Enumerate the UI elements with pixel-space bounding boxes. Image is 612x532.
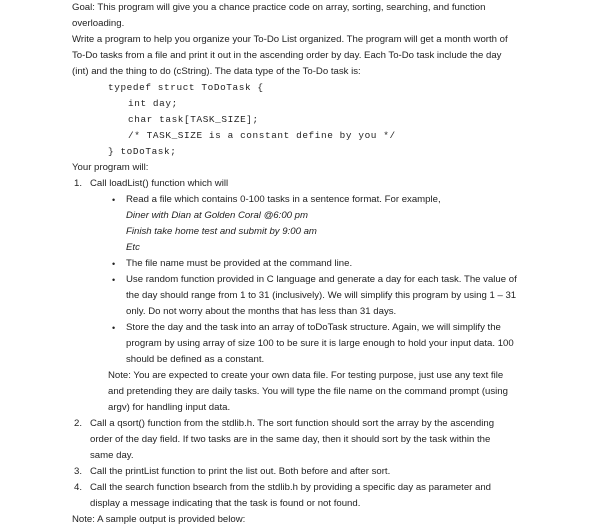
note-1-line-2: and pretending they are daily tasks. You will type the file name on the command prompt (using	[108, 386, 508, 397]
note-1-line-1: Note: You are expected to create your own data file. For testing purpose, just use any text file	[108, 370, 504, 381]
bullet-2-line-1: The file name must be provided at the command line.	[126, 258, 353, 269]
example-2: Finish take home test and submit by 9:00 am	[126, 226, 317, 237]
program-will-heading: Your program will:	[72, 162, 149, 173]
step-4-line-2: display a message indicating that the task is found or not found.	[90, 498, 361, 509]
step-2-line-2: order of the day field. If two tasks are in the same day, then it should sort by the task within the	[90, 434, 491, 445]
example-1: Diner with Dian at Golden Coral @6:00 pm	[126, 210, 308, 221]
code-line-5: } toDoTask;	[108, 146, 177, 157]
step-2-number: 2.	[74, 418, 83, 429]
step-2-line-1: Call a qsort() function from the stdlib.h. The sort function should sort the array by the ascending	[90, 418, 495, 429]
intro-line-3: (int) and the thing to do (cString). The data type of the To-Do task is:	[72, 66, 361, 77]
bullet-3-line-1: Use random function provided in C language and generate a day for each task. The value of	[126, 274, 517, 285]
step-1-text: Call loadList() function which will	[90, 178, 229, 189]
bullet-3-line-3: only. Do not worry about the months that has less than 31 days.	[126, 306, 397, 317]
intro-line-1: Write a program to help you organize your To-Do List organized. The program will get a month worth of	[72, 34, 508, 45]
step-3-text: Call the printList function to print the list out. Both before and after sort.	[90, 466, 391, 477]
bullet-icon: •	[112, 323, 116, 333]
note-1-line-3: argv) for handling input data.	[108, 402, 231, 413]
step-1-number: 1.	[74, 178, 83, 189]
code-line-3: char task[TASK_SIZE];	[128, 114, 259, 125]
step-2-line-3: same day.	[90, 450, 134, 461]
code-line-4: /* TASK_SIZE is a constant define by you */	[128, 130, 396, 141]
step-4-number: 4.	[74, 482, 83, 493]
bullet-1-line-1: Read a file which contains 0-100 tasks in a sentence format. For example,	[126, 194, 441, 205]
step-3-number: 3.	[74, 466, 83, 477]
bullet-icon: •	[112, 275, 116, 285]
note-2: Note: A sample output is provided below:	[72, 514, 246, 525]
goal-line-1: Goal: This program will give you a chance practice code on array, sorting, searching, and function	[72, 2, 486, 13]
goal-line-2: overloading.	[72, 18, 125, 29]
code-line-2: int day;	[128, 98, 178, 109]
bullet-icon: •	[112, 259, 116, 269]
intro-line-2: To-Do tasks from a file and print it out in the ascending order by day. Each To-Do task include the day	[72, 50, 502, 61]
bullet-4-line-2: program by using array of size 100 to be sure it is large enough to hold your input data. 100	[126, 338, 514, 349]
code-line-1: typedef struct ToDoTask {	[108, 82, 264, 93]
example-etc: Etc	[126, 242, 140, 253]
bullet-4-line-3: should be defined as a constant.	[126, 354, 265, 365]
bullet-icon: •	[112, 195, 116, 205]
bullet-4-line-1: Store the day and the task into an array of toDoTask structure. Again, we will simplify the	[126, 322, 501, 333]
bullet-3-line-2: the day should range from 1 to 31 (inclusively). We will simplify this program by using 1 – 31	[126, 290, 517, 301]
step-4-line-1: Call the search function bsearch from the stdlib.h by providing a specific day as parameter and	[90, 482, 492, 493]
